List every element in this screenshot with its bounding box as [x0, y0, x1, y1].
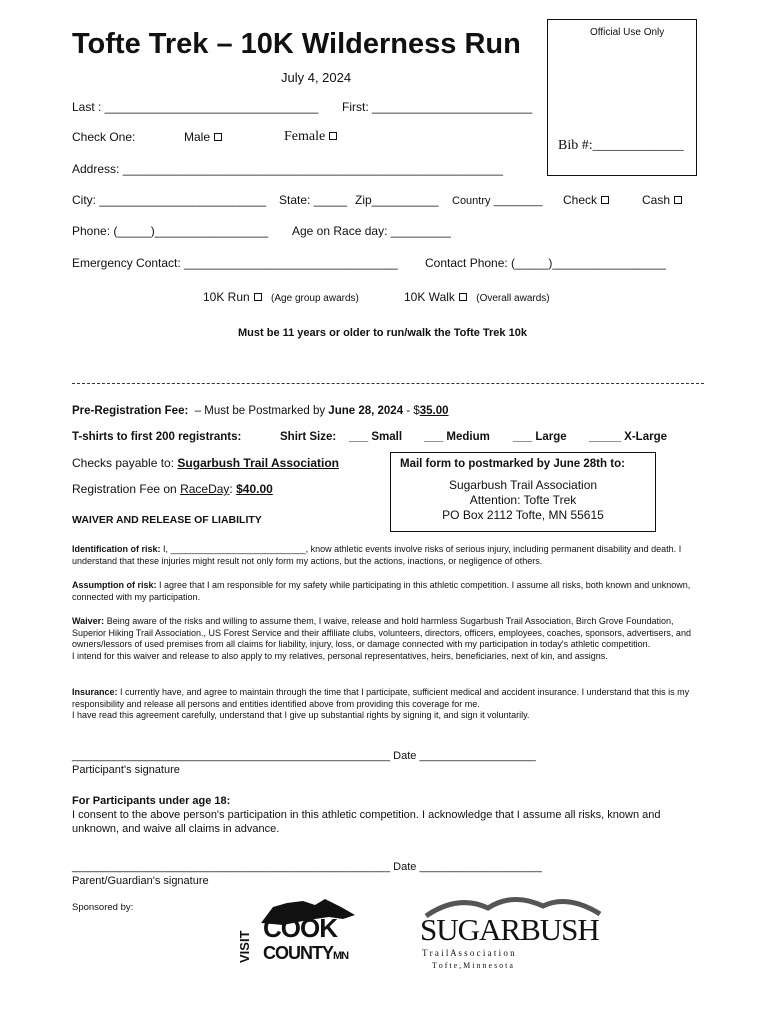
assumption-of-risk [72, 580, 700, 603]
checks-label: Checks payable to: [72, 456, 178, 470]
female-option[interactable] [284, 129, 337, 145]
check-payment-option[interactable] [563, 193, 609, 207]
size-medium[interactable]: ___ Medium [424, 431, 490, 443]
shirt-size-label: Shirt Size: [280, 431, 337, 443]
assume-text: I agree that I am responsible for my safety while participating in this athletic competition. I assume all risks, both known and unknown, connected with my participation. [72, 580, 691, 602]
minor-title: For Participants under age 18: [72, 795, 231, 807]
male-label: Male [184, 130, 211, 144]
walk-checkbox[interactable] [459, 293, 467, 301]
age-field[interactable]: Age on Race day: _________ [292, 224, 451, 238]
visit-text: VISIT [237, 930, 252, 963]
sugarbush-logo [418, 890, 608, 970]
run-note: (Age group awards) [271, 293, 359, 304]
walk-label: 10K Walk [404, 290, 455, 304]
prereg-label: Pre-Registration Fee: [72, 405, 189, 417]
cash-payment-option[interactable] [642, 193, 682, 207]
sponsored-by-label: Sponsored by: [72, 902, 134, 913]
mn-word: MN [333, 950, 349, 962]
tofte-minnesota-text: T o f t e , M i n n e s o t a [432, 961, 513, 970]
mail-heading: Mail form to postmarked by June 28th to: [400, 458, 625, 470]
page-title: Tofte Trek – 10K Wilderness Run [72, 28, 521, 60]
run-option[interactable] [203, 290, 359, 304]
mail-address-box [390, 452, 656, 532]
official-use-label: Official Use Only [590, 27, 665, 38]
prereg-date: June 28, 2024 [328, 405, 404, 417]
first-name-field[interactable]: First: ________________________ [342, 100, 533, 114]
event-date: July 4, 2024 [281, 70, 352, 85]
last-name-field[interactable]: Last : ________________________________ [72, 100, 319, 114]
size-large[interactable]: ___ Large [513, 431, 567, 443]
insurance-label: Insurance: [72, 687, 118, 697]
female-checkbox[interactable] [329, 132, 337, 140]
guardian-signature-label: Parent/Guardian's signature [72, 875, 209, 887]
male-option[interactable] [184, 130, 222, 144]
id-text: I, ___________________________, know athletic events involve risks of serious injury, including permanent disability and death. I understand that these injuries might result not only form my actions, but the actions, inactions, or negligence of others. [72, 544, 682, 566]
trail-association-text: T r a i l A s s o c i a t i o n [422, 948, 515, 958]
male-checkbox[interactable] [214, 133, 222, 141]
mail-line-2: Attention: Tofte Trek [469, 493, 577, 507]
bib-number-field[interactable]: Bib #:_____________ [558, 138, 684, 153]
raceday-fee [72, 482, 273, 496]
contact-phone-field[interactable]: Contact Phone: (_____)_________________ [425, 256, 666, 270]
age-requirement: Must be 11 years or older to run/walk the Tofte Trek 10k [238, 327, 527, 339]
waiver-text: Being aware of the risks and willing to assume them, I waive, release and hold harmless Sugarbush Trail Association, Birch Grove Foundation, Superior Hiking Trail Association., US Forest Service and their affiliate clubs, volunteers, directors, officers, employees, coaches, sponsors, advertisers, and owners/lessors of used premises from all claims for liability, injury, loss, or damage connected with my participation in today's athletic competition. [72, 616, 691, 649]
assume-label: Assumption of risk: [72, 580, 157, 590]
walk-note: (Overall awards) [476, 293, 550, 304]
raceday-amount: $40.00 [236, 482, 273, 496]
female-label: Female [284, 129, 326, 144]
prereg-amount: 35.00 [419, 405, 449, 417]
zip-field[interactable]: Zip__________ [355, 193, 439, 207]
tshirts-label: T-shirts to first 200 registrants: [72, 431, 242, 443]
identification-of-risk [72, 544, 700, 567]
insurance-paragraph [72, 687, 700, 722]
participant-signature-label: Participant's signature [72, 764, 180, 776]
preregistration-fee [72, 405, 449, 417]
check-payment-checkbox[interactable] [601, 196, 609, 204]
cut-line [72, 383, 704, 384]
check-one-label: Check One: [72, 130, 136, 144]
raceday-sep: : [229, 482, 237, 496]
phone-field[interactable]: Phone: (_____)_________________ [72, 224, 269, 238]
raceday-link: RaceDay [180, 482, 230, 496]
waiver-label: Waiver: [72, 616, 105, 626]
guardian-signature-line[interactable]: ____________________________________________________ Date ____________________ [72, 861, 542, 873]
sugarbush-wordmark: SUGARBUSH [420, 912, 599, 947]
minor-consent: I consent to the above person's participation in this athletic competition. I acknowledge that I assume all risks, known and unknown, and waive all claims in advance. [72, 809, 661, 835]
prereg-text: – Must be Postmarked by [194, 405, 329, 417]
country-field[interactable]: Country ________ [452, 195, 543, 207]
participant-signature-line[interactable]: ____________________________________________________ Date ___________________ [72, 750, 536, 762]
official-use-box [547, 19, 697, 176]
cook-text: COOK [263, 913, 337, 943]
city-field[interactable]: City: _________________________ [72, 193, 267, 207]
waiver-title: WAIVER AND RELEASE OF LIABILITY [72, 514, 262, 526]
checks-payee: Sugarbush Trail Association [177, 456, 339, 470]
state-field[interactable]: State: _____ [279, 193, 348, 207]
size-xlarge[interactable]: _____ X-Large [589, 431, 667, 443]
raceday-label: Registration Fee on [72, 482, 181, 496]
checks-payable [72, 456, 339, 470]
walk-option[interactable] [404, 290, 550, 304]
insurance-text: I currently have, and agree to maintain through the time that I participate, sufficient medical and accident insurance. I understand that this is my responsibility and release all persons and entities identified above from providing this coverage for me. [72, 687, 690, 709]
county-word: COUNTY [263, 943, 333, 963]
prereg-sep: - $ [403, 405, 420, 417]
run-checkbox[interactable] [254, 293, 262, 301]
emergency-contact-field[interactable]: Emergency Contact: ________________________________ [72, 256, 398, 270]
cash-payment-checkbox[interactable] [674, 196, 682, 204]
address-field[interactable]: Address: _________________________________________________________ [72, 162, 504, 176]
waiver-paragraph [72, 616, 700, 662]
cash-payment-label: Cash [642, 193, 671, 207]
id-label: Identification of risk: [72, 544, 161, 554]
mail-line-3: PO Box 2112 Tofte, MN 55615 [442, 508, 604, 522]
size-small[interactable]: ___ Small [349, 431, 403, 443]
county-text [263, 943, 348, 964]
mail-line-1: Sugarbush Trail Association [448, 478, 598, 492]
visit-cook-county-logo [237, 893, 363, 973]
read-text: I have read this agreement carefully, understand that I give up substantial rights by signing it, and sign it voluntarily. [72, 710, 530, 720]
check-payment-label: Check [563, 193, 598, 207]
run-label: 10K Run [203, 290, 250, 304]
intend-text: I intend for this waiver and release to also apply to my relatives, personal representatives, heirs, beneficiaries, next of kin, and assigns. [72, 650, 608, 661]
